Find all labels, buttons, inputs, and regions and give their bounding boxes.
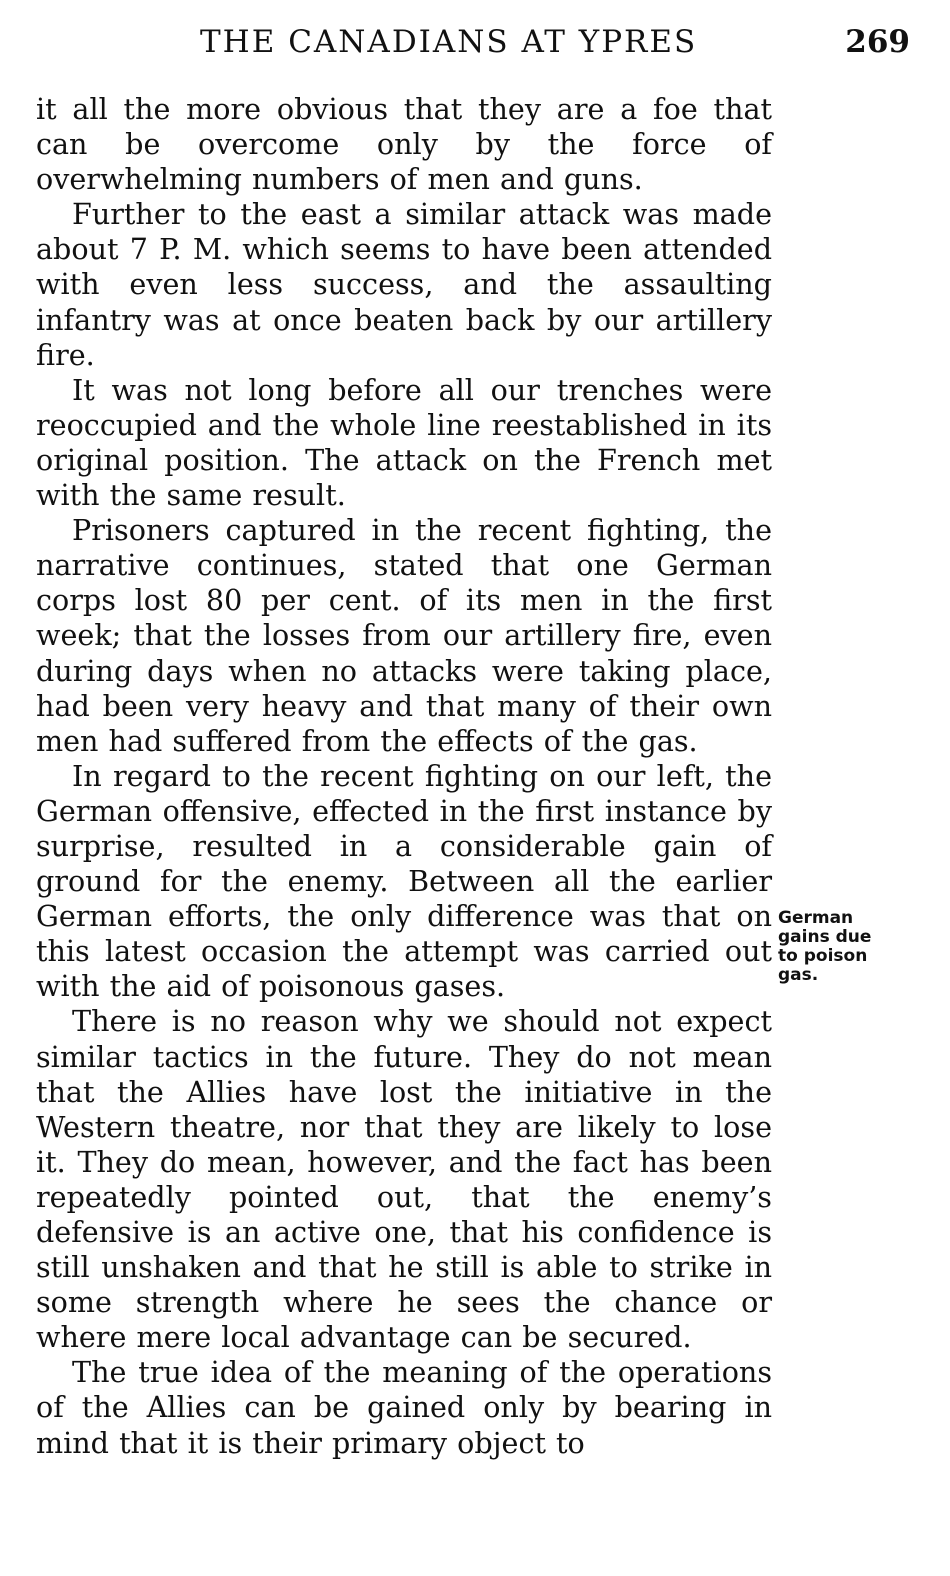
body-text (36, 92, 772, 1461)
paragraph-allies-object: The true idea of the meaning of the operations of the Allies can be gained only by bearing in mind that it is their primary object to (36, 1355, 772, 1460)
paragraph-prisoners: Prisoners captured in the recent fighting, the narrative continues, stated that one German corps lost 80 per cent. of its men in the first week; that the losses from our artillery fire, even during days when no attacks were taking place, had been very heavy and that many of their own men had suffered from the effects of the gas. (36, 513, 772, 758)
margin-note-line: to poison (778, 946, 868, 966)
margin-note-line: gains due (778, 927, 872, 947)
page-number: 269 (845, 24, 910, 60)
margin-note-line: German (778, 908, 854, 928)
running-title: THE CANADIANS AT YPRES (200, 24, 698, 60)
paragraph-east-attack: Further to the east a similar attack was made about 7 P. M. which seems to have been attended with even less success, and the assaulting infantry was at once beaten back by our artillery fire. (36, 197, 772, 372)
margin-note (778, 909, 908, 985)
paragraph-german-offensive: In regard to the recent fighting on our left, the German offensive, effected in the first instance by surprise, resulted in a considerable gain of ground for the enemy. Between all the earlier German efforts, the only difference was that on this latest occasion the attempt was carried out with the aid of poisonous gases. (36, 758, 772, 1004)
running-head (200, 24, 920, 64)
paragraph-trenches-reoccupied: It was not long before all our trenches were reoccupied and the whole line reestablished in its original position. The attack on the French met with the same result. (36, 372, 772, 513)
paragraph-continuation: it all the more obvious that they are a foe that can be overcome only by the force of overwhelming numbers of men and guns. (36, 92, 772, 197)
paragraph-future-tactics: There is no reason why we should not expect similar tactics in the future. They do not mean that the Allies have lost the initiative in the Western theatre, nor that they are likely to lose it. They do mean, however, and the fact has been repeatedly pointed out, that the enemy’s defensive is an active one, that his confidence is still unshaken and that he still is able to strike in some strength where he sees the chance or where mere local advantage can be secured. (36, 1004, 772, 1355)
margin-note-line: gas. (778, 965, 819, 985)
